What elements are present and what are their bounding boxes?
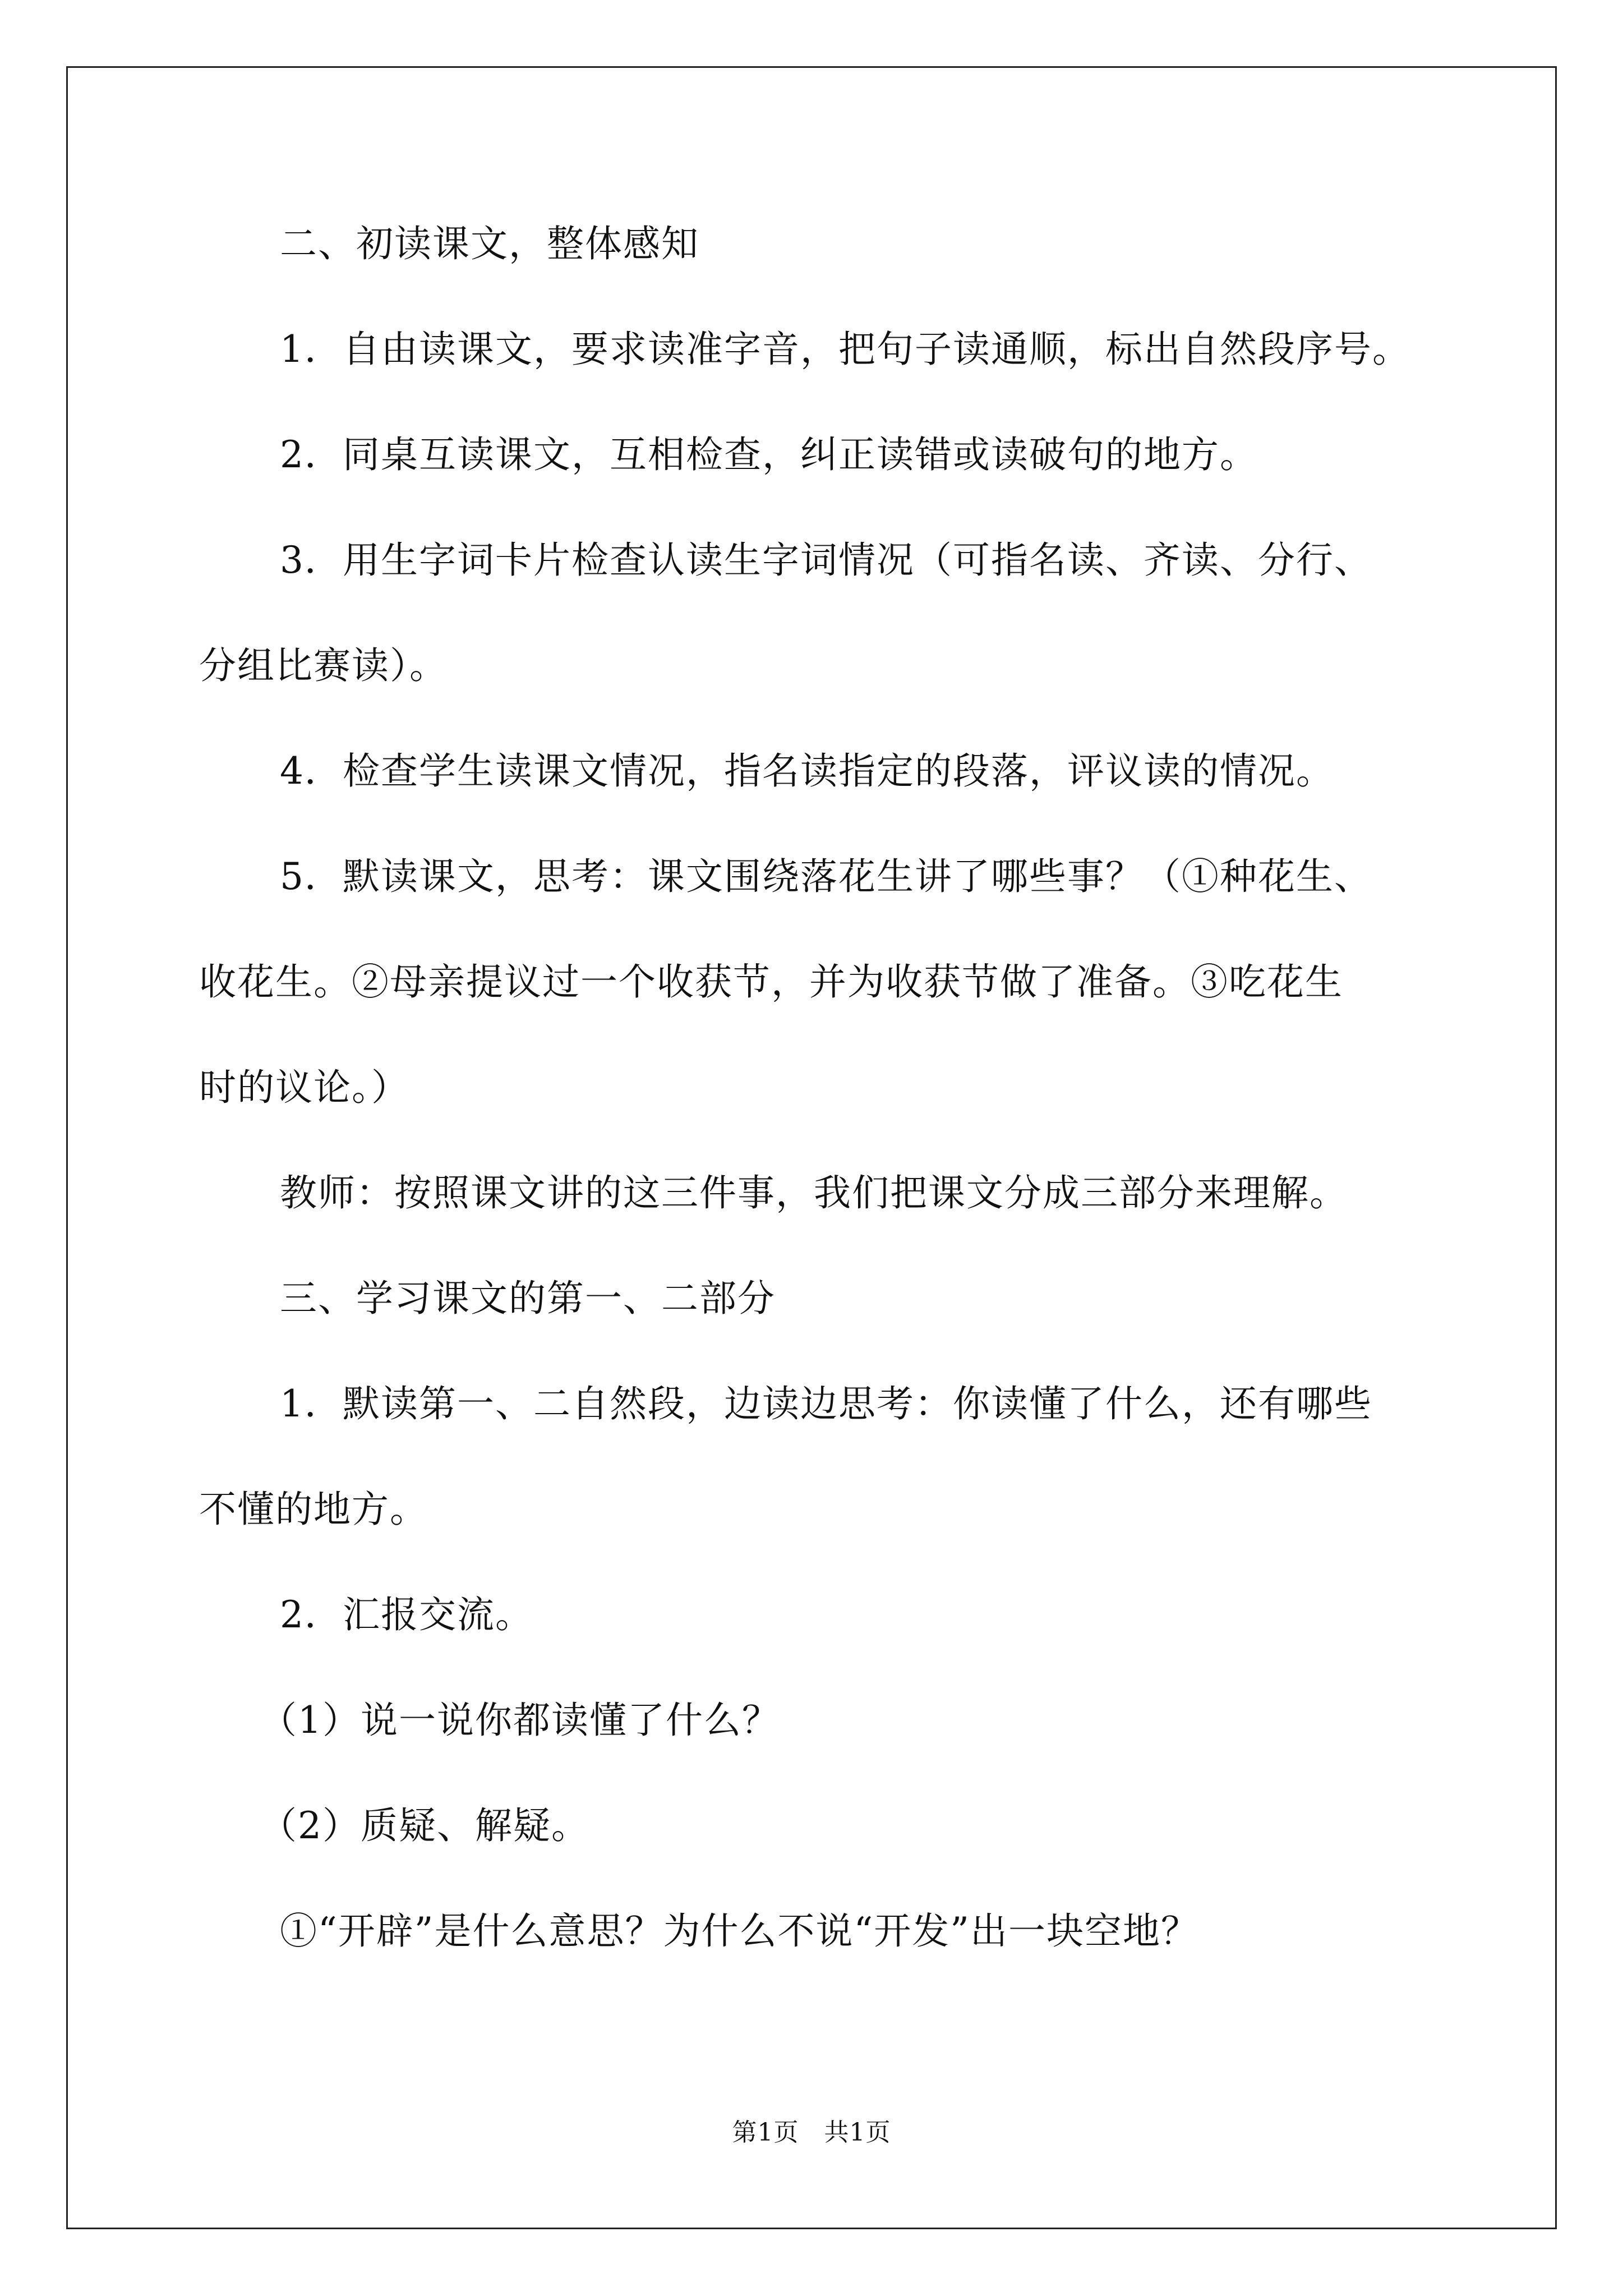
paragraph-1: 1．自由读课文，要求读准字音，把句子读通顺，标出自然段序号。 xyxy=(280,328,1410,371)
paragraph-5-line-2: 收花生。②母亲提议过一个收获节，并为收获节做了准备。③吃花生 xyxy=(199,960,1343,1004)
sub-item-1: （1）说一说你都读懂了什么？ xyxy=(260,1699,780,1742)
paragraph-7: 2．汇报交流。 xyxy=(280,1593,533,1636)
teacher-note: 教师：按照课文讲的这三件事，我们把课文分成三部分来理解。 xyxy=(280,1171,1348,1214)
section-heading-2: 三、学习课文的第一、二部分 xyxy=(280,1277,776,1320)
paragraph-6-line-1: 1．默读第一、二自然段，边读边思考：你读懂了什么，还有哪些 xyxy=(280,1382,1372,1425)
sub-item-2: （2）质疑、解疑。 xyxy=(260,1804,589,1847)
question-1: ①“开辟”是什么意思？为什么不说“开发”出一块空地？ xyxy=(280,1910,1199,1953)
paragraph-5-line-1: 5．默读课文，思考：课文围绕落花生讲了哪些事？（①种花生、 xyxy=(280,855,1372,898)
paragraph-3-line-1: 3．用生字词卡片检查认读生字词情况（可指名读、齐读、分行、 xyxy=(280,539,1372,582)
section-heading-1: 二、初读课文，整体感知 xyxy=(280,222,699,265)
paragraph-3-line-2: 分组比赛读）。 xyxy=(199,644,448,687)
document-body xyxy=(199,219,1489,2012)
paragraph-4: 4．检查学生读课文情况，指名读指定的段落，评议读的情况。 xyxy=(280,749,1334,793)
paragraph-6-line-2: 不懂的地方。 xyxy=(199,1488,428,1531)
paragraph-5-line-3: 时的议论。） xyxy=(199,1066,409,1109)
paragraph-2: 2．同桌互读课文，互相检查，纠正读错或读破句的地方。 xyxy=(280,433,1258,476)
page-footer: 第1页 共1页 xyxy=(732,2118,891,2147)
